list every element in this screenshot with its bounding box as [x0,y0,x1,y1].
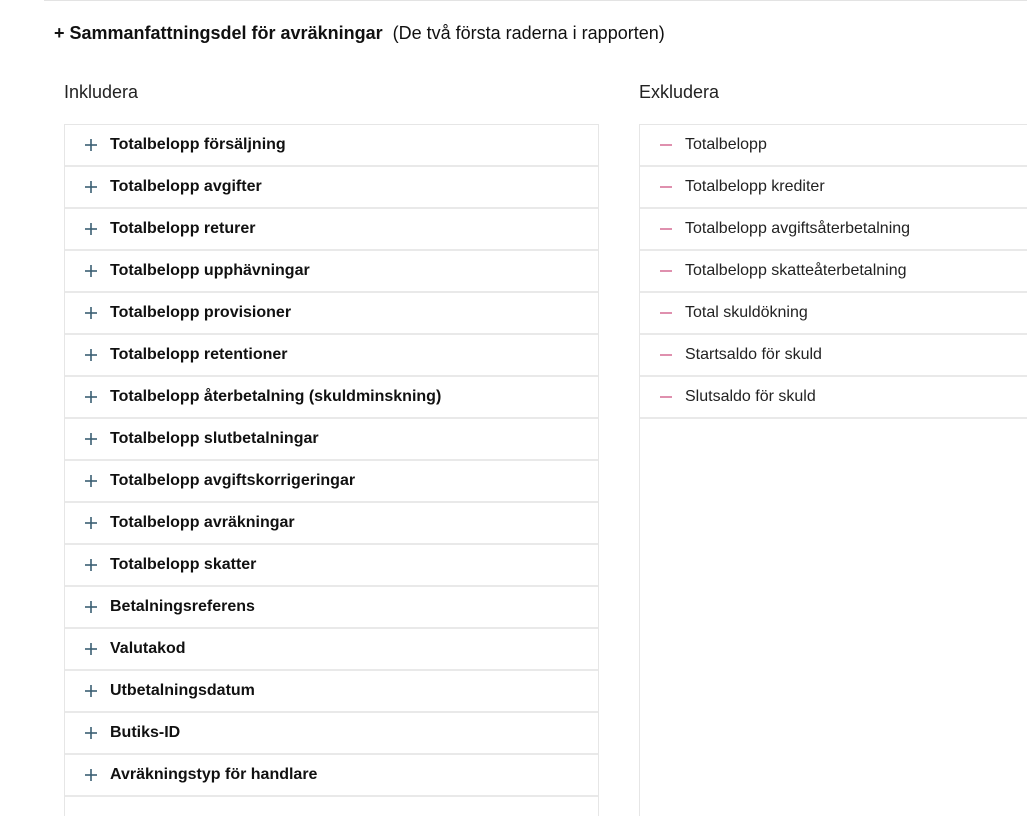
include-item-label: Valutakod [110,640,186,657]
include-item-label: Avräkningstyp för handlare [110,766,318,783]
minus-icon[interactable] [654,180,678,194]
include-item[interactable] [65,167,598,209]
section-subtitle: (De två första raderna i rapporten) [392,23,665,43]
exclude-item[interactable] [640,251,1027,293]
include-item[interactable] [65,713,598,755]
plus-icon[interactable] [79,768,103,782]
exclude-item-label: Slutsaldo för skuld [685,388,816,405]
minus-icon[interactable] [654,348,678,362]
include-list [64,124,599,816]
include-item-label: Utbetalningsdatum [110,682,255,699]
plus-icon[interactable] [79,474,103,488]
exclude-item-label: Startsaldo för skuld [685,346,822,363]
plus-icon[interactable] [79,726,103,740]
plus-icon[interactable] [79,684,103,698]
exclude-item[interactable] [640,377,1027,419]
plus-icon[interactable] [79,642,103,656]
include-item[interactable] [65,503,598,545]
exclude-item-label: Totalbelopp [685,136,767,153]
plus-icon[interactable] [79,432,103,446]
minus-icon[interactable] [654,390,678,404]
plus-icon[interactable] [79,516,103,530]
include-item-label: Totalbelopp provisioner [110,304,292,321]
exclude-item-label: Totalbelopp krediter [685,178,825,195]
plus-icon[interactable] [79,348,103,362]
section-header[interactable] [54,22,665,44]
plus-icon[interactable] [79,264,103,278]
include-item[interactable] [65,419,598,461]
include-item-label: Totalbelopp slutbetalningar [110,430,319,447]
include-item[interactable] [65,545,598,587]
minus-icon[interactable] [654,222,678,236]
exclude-item[interactable] [640,209,1027,251]
exclude-item[interactable] [640,167,1027,209]
include-item-label: Totalbelopp avräkningar [110,514,295,531]
include-item[interactable] [65,125,598,167]
include-item[interactable] [65,461,598,503]
include-item[interactable] [65,629,598,671]
exclude-item-label: Total skuldökning [685,304,808,321]
plus-icon[interactable] [79,180,103,194]
include-item[interactable] [65,209,598,251]
include-item[interactable] [65,293,598,335]
include-item-label: Totalbelopp upphävningar [110,262,310,279]
include-item-label: Totalbelopp försäljning [110,136,286,153]
exclude-item[interactable] [640,125,1027,167]
include-item[interactable] [65,335,598,377]
plus-icon[interactable] [79,558,103,572]
section-title[interactable]: + Sammanfattningsdel för avräkningar [54,23,383,43]
minus-icon[interactable] [654,306,678,320]
include-item-label: Betalningsreferens [110,598,255,615]
plus-icon[interactable] [79,390,103,404]
plus-icon[interactable] [79,306,103,320]
include-item[interactable] [65,251,598,293]
exclude-item-label: Totalbelopp avgiftsåterbetalning [685,220,911,237]
minus-icon[interactable] [654,138,678,152]
include-item[interactable] [65,587,598,629]
plus-icon[interactable] [79,600,103,614]
include-item[interactable] [65,671,598,713]
exclude-list [639,124,1027,816]
include-item-label: Totalbelopp returer [110,220,256,237]
include-item-label: Totalbelopp retentioner [110,346,288,363]
exclude-item-label: Totalbelopp skatteåterbetalning [685,262,907,279]
plus-icon[interactable] [79,138,103,152]
minus-icon[interactable] [654,264,678,278]
exclude-item[interactable] [640,335,1027,377]
include-item-label: Butiks-ID [110,724,181,741]
include-item-label: Totalbelopp avgifter [110,178,262,195]
include-item-label: Totalbelopp avgiftskorrigeringar [110,472,356,489]
include-heading: Inkludera [64,82,139,102]
include-item-label: Totalbelopp skatter [110,556,257,573]
include-item[interactable] [65,377,598,419]
include-item[interactable] [65,755,598,797]
include-item-label: Totalbelopp återbetalning (skuldminskning) [110,388,442,405]
top-divider [44,0,1027,1]
exclude-item[interactable] [640,293,1027,335]
plus-icon[interactable] [79,222,103,236]
exclude-heading: Exkludera [639,82,720,102]
